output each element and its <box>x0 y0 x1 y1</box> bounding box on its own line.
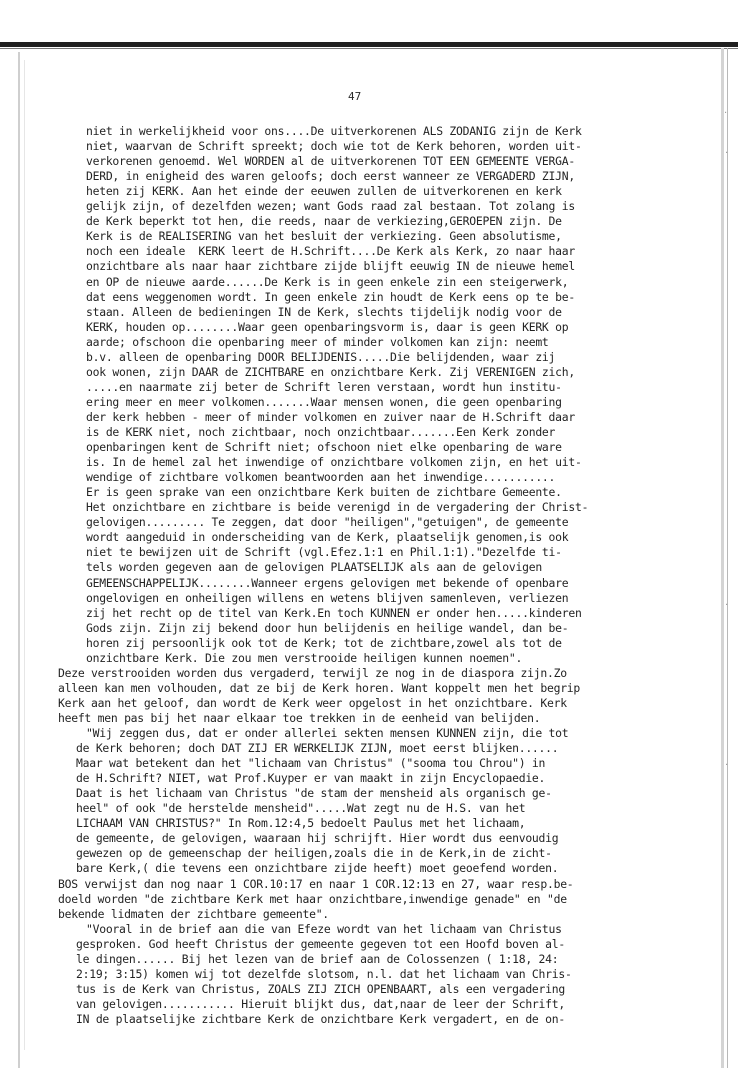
text-line: ongelovigen en onheiligen willens en wetens blijven samenleven, verliezen <box>86 590 569 605</box>
text-line: heten zij KERK. Aan het einde der eeuwen zullen de uitverkorenen en kerk <box>86 184 562 199</box>
text-line: bare Kerk,( die tevens een onzichtbare zijde heeft) moet geoefend worden. <box>76 861 559 876</box>
scan-left-inner-line <box>24 60 25 1050</box>
text-line: Deze verstrooiden worden dus vergaderd, terwijl ze nog in de diaspora zijn.Zo <box>58 665 567 680</box>
scan-right-edge-inner <box>727 48 728 1068</box>
text-line: LICHAAM VAN CHRISTUS?" In Rom.12:4,5 bedoelt Paulus met het lichaam, <box>76 816 526 831</box>
text-line: aarde; ofschoon die openbaring meer of minder volkomen kan zijn: neemt <box>86 334 549 349</box>
text-line: Maar wat betekent dan het "lichaam van Christus" ("sooma tou Chrou") in <box>76 756 546 771</box>
text-line: tels worden gegeven aan de gelovigen PLAATSELIJK als aan de gelovigen <box>86 560 542 575</box>
text-line: der kerk hebben - meer of minder volkomen en zuiver naar de H.Schrift daar <box>86 409 575 424</box>
text-line: doeld worden "de zichtbare Kerk met haar onzichtbare,inwendige genade" en "de <box>58 891 567 906</box>
text-line: "Vooral in de brief aan die van Efeze wordt van het lichaam van Christus <box>86 921 562 936</box>
text-line: is. In de hemel zal het inwendige of onzichtbare volkomen zijn, en het uit- <box>86 455 582 470</box>
text-line: is de KERK niet, noch zichtbaar, noch onzichtbaar.......Een Kerk zonder <box>86 425 556 439</box>
text-line: verkorenen genoemd. Wel WORDEN al de uitverkorenen TOT EEN GEMEENTE VERGA- <box>86 154 575 169</box>
text-line: niet te bewijzen uit de Schrift (vgl.Efez.1:1 en Phil.1:1)."Dezelfde ti- <box>86 545 562 560</box>
text-line: niet, waarvan de Schrift spreekt; doch wie tot de Kerk behoren, worden uit- <box>86 139 582 154</box>
page-number: 47 <box>348 90 362 103</box>
text-line: Er is geen sprake van een onzichtbare Kerk buiten de zichtbare Gemeente. <box>86 485 562 500</box>
margin-speck: · <box>725 600 729 611</box>
text-line: gesproken. God heeft Christus der gemeente gegeven tot een Hoofd boven al- <box>76 936 565 951</box>
scan-left-margin-line <box>18 52 20 1068</box>
text-line: Kerk is de REALISERING van het besluit der verkiezing. Geen absolutisme, <box>86 229 562 244</box>
scan-top-border <box>0 42 738 47</box>
text-line: wordt aangeduid in onderscheiding van de Kerk, plaatselijk genomen,is ook <box>86 530 569 545</box>
text-line: 2:19; 3:15) komen wij tot dezelfde slotsom, n.l. dat het lichaam van Chris- <box>76 966 572 981</box>
text-line: tus is de Kerk van Christus, ZOALS ZIJ ZICH OPENBAART, als een vergadering <box>76 981 565 996</box>
text-line: noch een ideale KERK leert de H.Schrift....De Kerk als Kerk, zo naar haar <box>86 244 575 259</box>
text-line: ook wonen, zijn DAAR de ZICHTBARE en onzichtbare Kerk. Zij VERENIGEN zich, <box>86 364 575 379</box>
text-line: Het onzichtbare en zichtbare is beide verenigd in de vergadering der Christ- <box>86 500 589 515</box>
text-line: van gelovigen........... Hieruit blijkt dus, dat,naar de leer der Schrift, <box>76 996 565 1011</box>
text-line: heel" of ook "de herstelde mensheid".....Wat zegt nu de H.S. van het <box>76 801 526 816</box>
text-line: openbaringen kent de Schrift niet; ofschoon niet elke openbaring de ware <box>86 440 562 455</box>
text-line: BOS verwijst dan nog naar 1 COR.10:17 en naar 1 COR.12:13 en 27, waar resp.be- <box>58 876 574 891</box>
text-line: KERK, houden op........Waar geen openbaringsvorm is, daar is geen KERK op <box>86 319 569 334</box>
text-line: staan. Alleen de bedieningen IN de Kerk, slechts tijdelijk nodig voor de <box>86 304 562 319</box>
margin-speck: · <box>725 760 729 771</box>
scan-top-border-thin <box>0 48 738 49</box>
text-line: GEMEENSCHAPPELIJK........Wanneer ergens gelovigen met bekende of openbare <box>86 575 569 590</box>
scan-right-edge <box>721 48 724 1068</box>
margin-speck: · <box>725 148 729 159</box>
text-line: wendige of zichtbare volkomen beantwoorden aan het inwendige........... <box>86 470 556 485</box>
text-line: de Kerk behoren; doch DAT ZIJ ER WERKELIJK ZIJN, moet eerst blijken...... <box>76 741 559 756</box>
text-line: onzichtbare Kerk. Die zou men verstrooide heiligen kunnen noemen". <box>86 650 523 665</box>
text-line: IN de plaatselijke zichtbare Kerk de onzichtbare Kerk vergadert, en de on- <box>76 1011 565 1026</box>
text-line: niet in werkelijkheid voor ons....De uitverkorenen ALS ZODANIG zijn de Kerk <box>86 124 582 138</box>
text-line: heeft men pas bij het naar elkaar toe trekken in de eenheid van belijden. <box>58 710 541 725</box>
text-line: onzichtbare als naar haar zichtbare zijde blijft eeuwig IN de nieuwe hemel <box>86 259 575 274</box>
text-line: gelovigen......... Te zeggen, dat door "heiligen","getuigen", de gemeente <box>86 515 569 530</box>
text-line: horen zij persoonlijk ook tot de Kerk; tot de zichtbare,zowel als tot de <box>86 635 562 650</box>
text-line: zij het recht op de titel van Kerk.En toch KUNNEN er onder hen.....kinderen <box>86 605 582 620</box>
text-line: "Wij zeggen dus, dat er onder allerlei sekten mensen KUNNEN zijn, die tot <box>86 726 569 740</box>
text-line: DERD, in enigheid des waren geloofs; doch eerst wanneer ze VERGADERD ZIJN, <box>86 169 575 184</box>
text-line: dat eens weggenomen wordt. In geen enkele zin houdt de Kerk eens op te be- <box>86 289 575 304</box>
text-line: de gemeente, de gelovigen, waaraan hij schrijft. Hier wordt dus eenvoudig <box>76 831 559 846</box>
text-line: ering meer en meer volkomen.......Waar mensen wonen, die geen openbaring <box>86 394 562 409</box>
text-line: bekende lidmaten der zichtbare gemeente". <box>58 906 329 921</box>
text-line: b.v. alleen de openbaring DOOR BELIJDENIS.....Die belijdenden, waar zij <box>86 349 556 364</box>
text-line: .....en naarmate zij beter de Schrift leren verstaan, wordt hun institu- <box>86 379 562 394</box>
text-line: gelijk zijn, of dezelfden wezen; want Gods raad zal bestaan. Tot zolang is <box>86 199 575 214</box>
text-line: de H.Schrift? NIET, wat Prof.Kuyper er van maakt in zijn Encyclopaedie. <box>76 771 546 786</box>
text-line: Kerk aan het geloof, dan wordt de Kerk weer opgelost in het onzichtbare. Kerk <box>58 695 567 710</box>
text-line: Daat is het lichaam van Christus "de stam der mensheid als organisch ge- <box>76 786 552 801</box>
text-line: gewezen op de gemeenschap der heiligen,zoals die in de Kerk,in de zicht- <box>76 846 552 861</box>
text-line: Gods zijn. Zijn zij bekend door hun belijdenis en heilige wandel, dan be- <box>86 620 569 635</box>
text-line: le dingen...... Bij het lezen van de brief aan de Colossenzen ( 1:18, 24: <box>76 951 559 966</box>
text-line: en OP de nieuwe aarde......De Kerk is in geen enkele zin een steigerwerk, <box>86 274 569 289</box>
text-line: alleen kan men volhouden, dat ze bij de Kerk horen. Want koppelt men het begrip <box>58 680 581 695</box>
margin-speck: · <box>724 108 728 119</box>
text-line: de Kerk beperkt tot hen, die reeds, naar de verkiezing,GEROEPEN zijn. De <box>86 214 562 229</box>
